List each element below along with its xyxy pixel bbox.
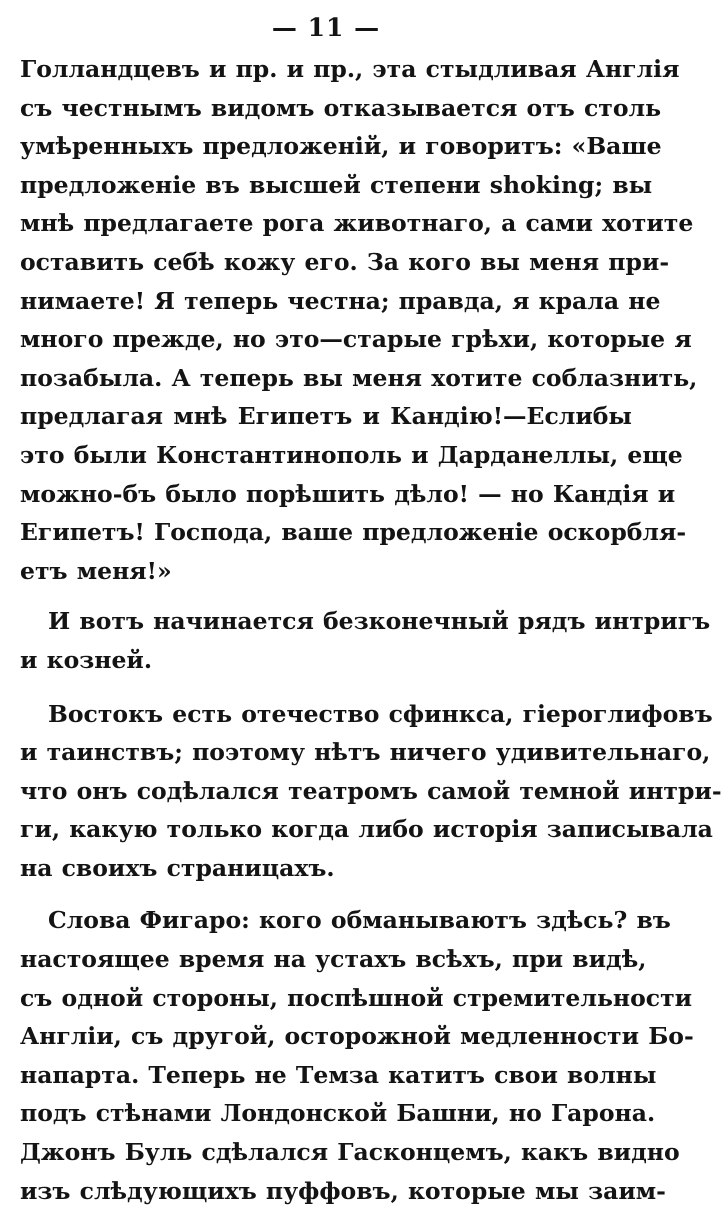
text-line: съ честнымъ видомъ отказывается отъ столь (20, 93, 662, 122)
text-line: предлагая мнѣ Египетъ и Кандію!—Еслибы (20, 402, 632, 431)
text-line: Слова Фигаро: кого обманываютъ здѣсь? въ (48, 906, 671, 935)
text-line: на своихъ страницахъ. (20, 853, 335, 882)
text-line: съ одной стороны, поспѣшной стремительности (20, 983, 693, 1012)
text-line: позабыла. А теперь вы меня хотите соблазнить, (20, 363, 698, 392)
text-line: напарта. Теперь не Темза катитъ свои волны (20, 1060, 657, 1089)
text-line: ги, какую только когда либо исторія записывала (20, 815, 713, 844)
text-line: много прежде, но это—старые грѣхи, которые я (20, 325, 692, 354)
text-line: что онъ содѣлался театромъ самой темной интри- (20, 776, 722, 805)
paragraph (20, 602, 711, 679)
text-line: и таинствъ; поэтому нѣтъ ничего удивительнаго, (20, 738, 711, 767)
text-line: предложеніе въ высшей степени shoking; вы (20, 170, 653, 199)
text-line: подъ стѣнами Лондонской Башни, но Гарона. (20, 1099, 656, 1128)
text-line: оставить себѣ кожу его. За кого вы меня при- (20, 247, 670, 276)
text-line: и козней. (20, 645, 153, 674)
text-line: И вотъ начинается безконечный рядъ интригъ (48, 607, 711, 636)
paragraph (20, 50, 698, 590)
book-page (20, 6, 722, 1210)
text-line: Англіи, съ другой, осторожной медленности Бо- (20, 1022, 694, 1051)
paragraph (20, 901, 694, 1210)
text-line: мнѣ предлагаете рога животнаго, а сами хотите (20, 209, 694, 238)
text-line: можно-бъ было порѣшить дѣло! — но Кандія и (20, 479, 676, 508)
text-line: нимаете! Я теперь честна; правда, я крала не (20, 286, 661, 315)
text-line: етъ меня!» (20, 556, 172, 585)
text-line: Голландцевъ и пр. и пр., эта стыдливая Англія (20, 55, 680, 83)
text-line: Востокъ есть отечество сфинкса, гіероглифовъ (48, 699, 713, 728)
page-number: — 11 — (271, 13, 381, 42)
text-line: это были Константинополь и Дарданеллы, еще (20, 440, 683, 469)
text-line: Джонъ Буль сдѣлался Гасконцемъ, какъ видно (20, 1138, 680, 1167)
paragraph (20, 695, 722, 888)
text-line: изъ слѣдующихъ пуффовъ, которые мы заим- (20, 1176, 666, 1205)
text-line: умѣренныхъ предложеній, и говоритъ: «Ваше (20, 132, 662, 161)
text-line: Египетъ! Господа, ваше предложеніе оскорбля- (20, 518, 687, 547)
text-line: настоящее время на устахъ всѣхъ, при видѣ, (20, 945, 647, 974)
